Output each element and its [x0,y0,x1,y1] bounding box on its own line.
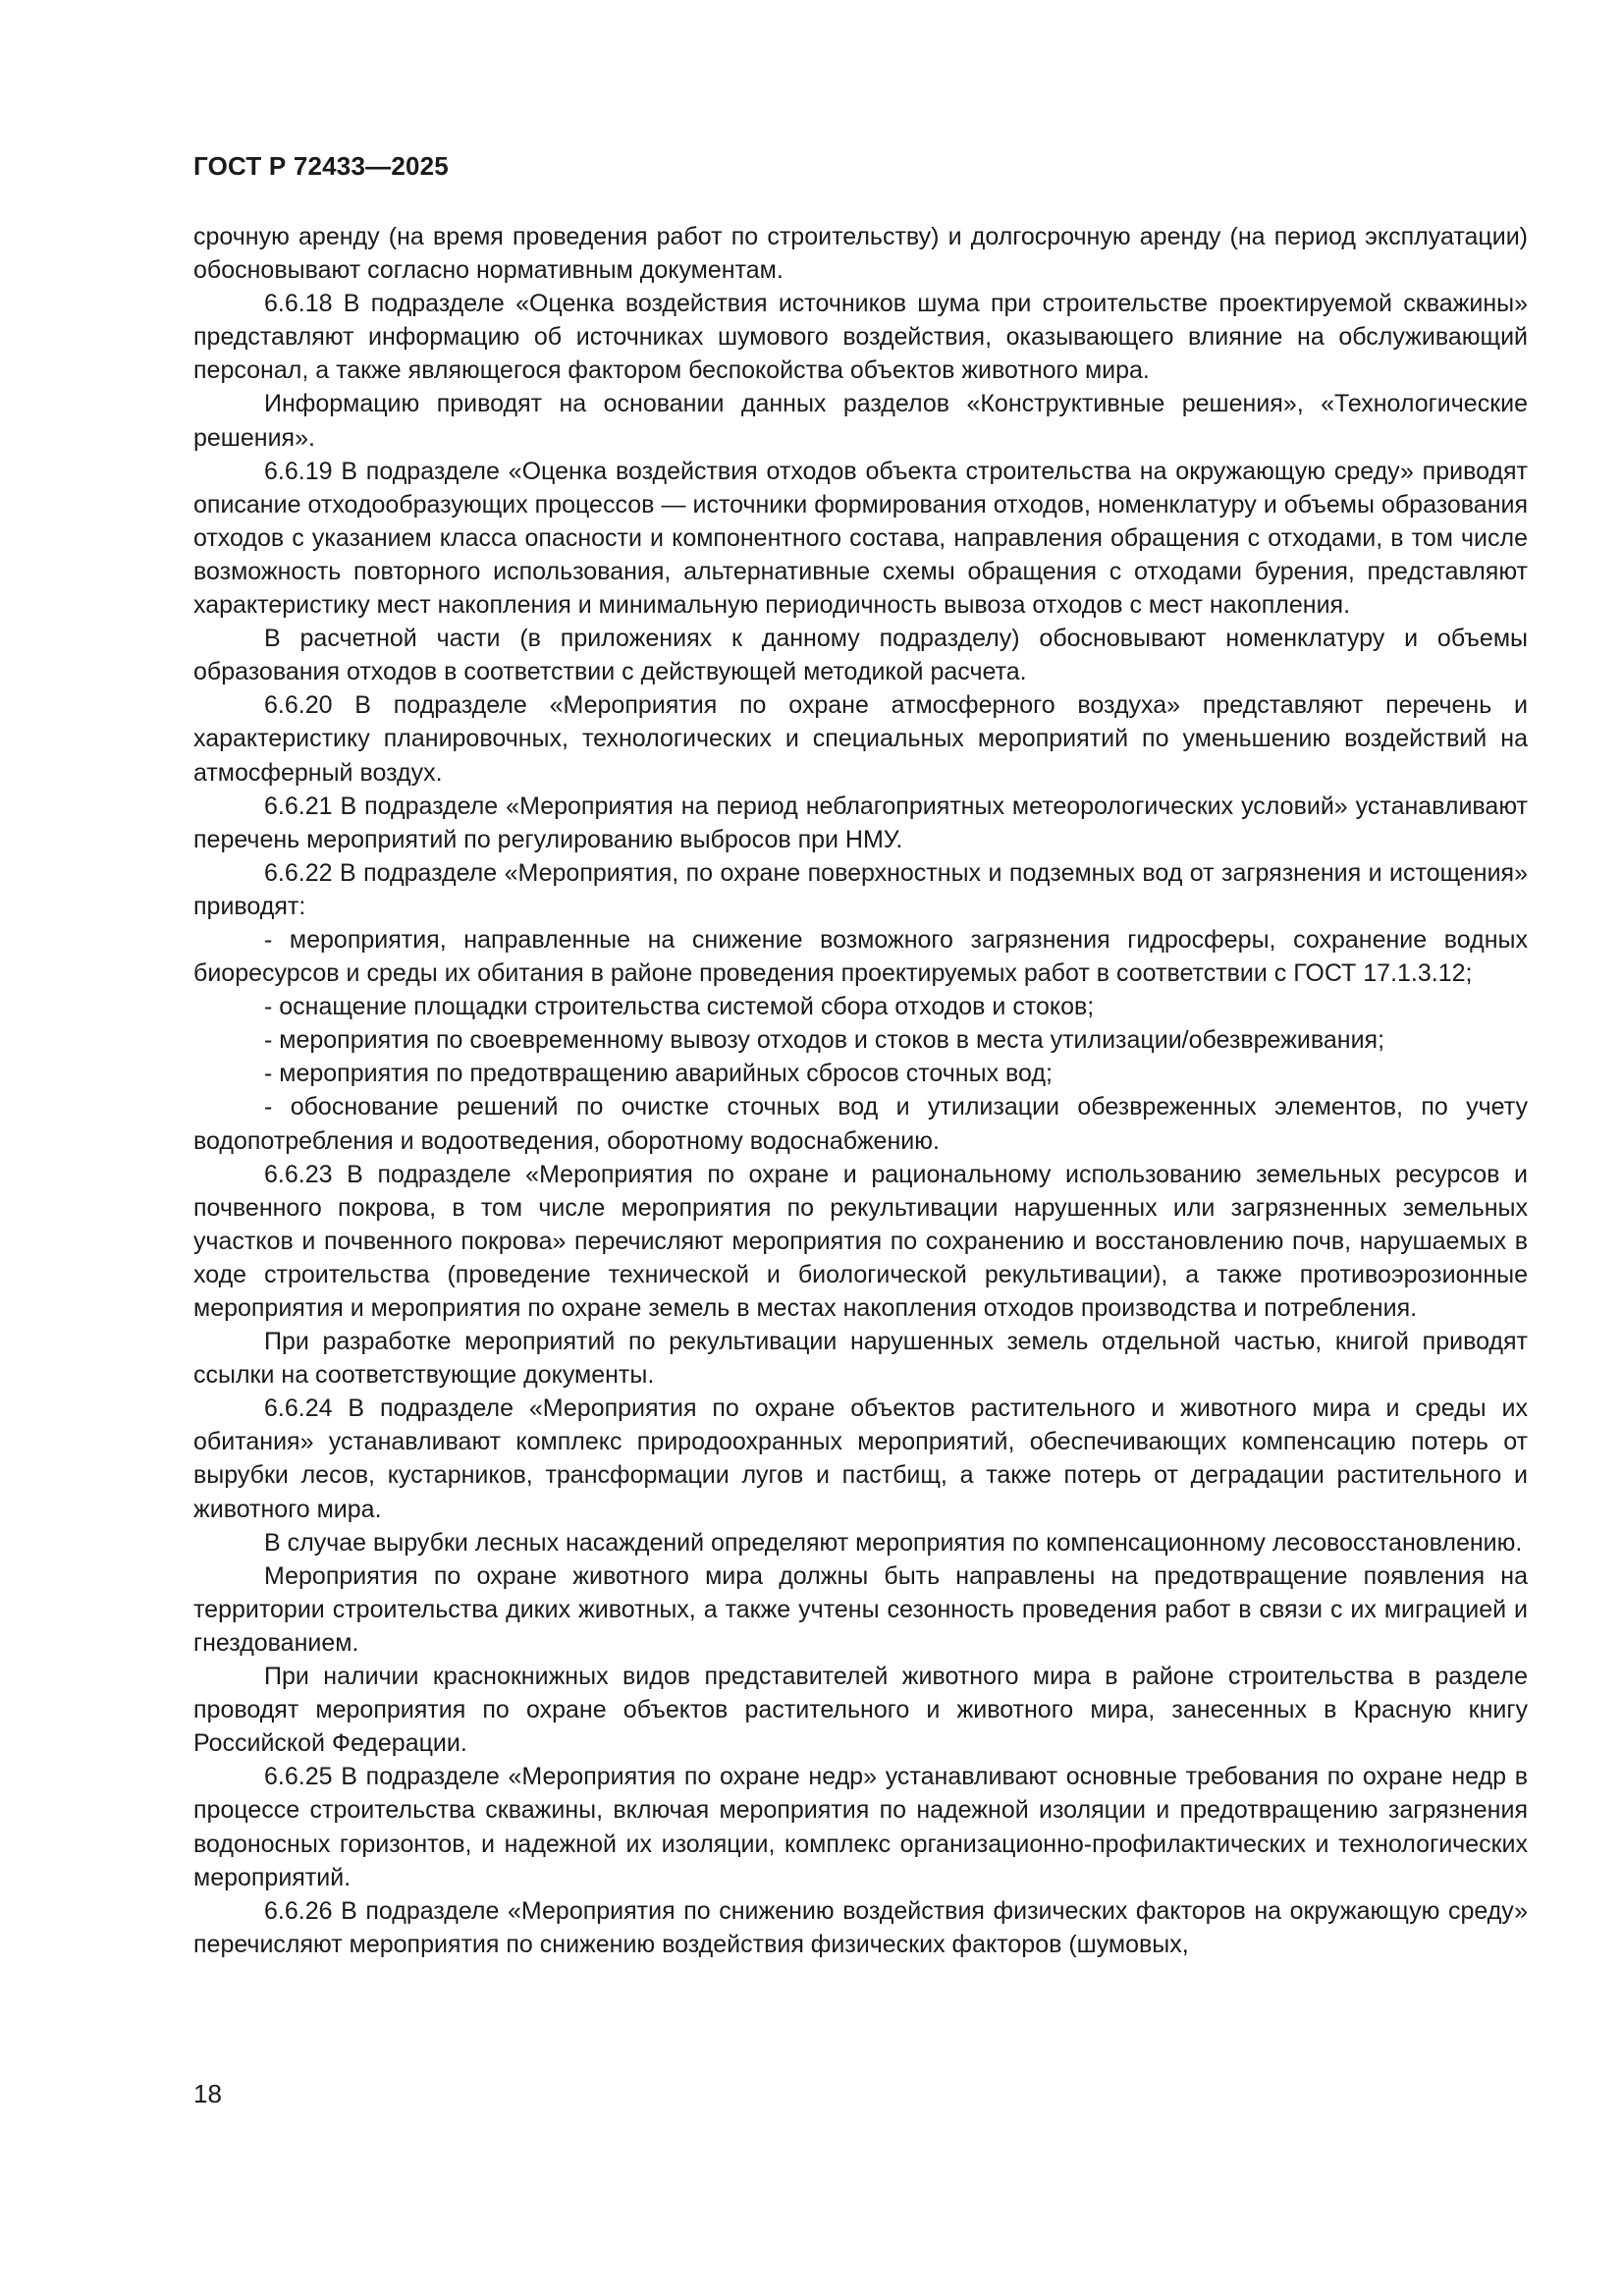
paragraph: Информацию приводят на основании данных разделов «Конструктивные решения», «Технологические решения». [193,390,1528,452]
list-item: - мероприятия по своевременному вывозу отходов и стоков в места утилизации/обезвреживания; [264,1026,1385,1055]
paragraph: В расчетной части (в приложениях к данному подразделу) обосновывают номенклатуру и объемы образования отходов в соответствии с действующей методикой расчета. [193,625,1528,686]
list-item: - оснащение площадки строительства системой сбора отходов и стоков; [264,993,1095,1021]
paragraph: При наличии краснокнижных видов представителей животного мира в районе строительства в разделе проводят мероприятия по охране объектов растительного и животного мира, занесенных в Красную книгу Российской Федерации. [193,1663,1528,1758]
paragraph: 6.6.23 В подразделе «Мероприятия по охране и рациональному использованию земельных ресурсов и почвенного покрова, в том числе мероприятия по рекультивации нарушенных или загрязненных земельных участков и почвенного покрова» перечисляют мероприятия по сохранению и восстановлению почв, нарушаемых в ходе строительства (проведение технической и биологической рекультивации), а также противоэрозионные мероприятия и мероприятия по охране земель в местах накопления отходов производства и потребления. [193,1160,1528,1322]
paragraph: Мероприятия по охране животного мира должны быть направлены на предотвращение появления на территории строительства диких животных, а также учтены сезонность проведения работ в связи с их миграцией и гнездованием. [193,1561,1528,1657]
paragraph: В случае вырубки лесных насаждений определяют мероприятия по компенсационному лесовосстановлению. [264,1528,1523,1557]
list-item: - мероприятия, направленные на снижение возможного загрязнения гидросферы, сохранение водных биоресурсов и среды их обитания в районе проведения проектируемых работ в соответствии с ГОСТ 17.1.3.12; [193,925,1528,988]
paragraph: 6.6.20 В подразделе «Мероприятия по охране атмосферного воздуха» представляют перечень и характеристику планировочных, технологических и специальных мероприятий по уменьшению воздействий на атмосферный воздух. [193,691,1528,787]
list-item: - обоснование решений по очистке сточных вод и утилизации обезвреженных элементов, по учету водопотребления и водоотведения, оборотному водоснабжению. [193,1093,1528,1155]
paragraph: 6.6.18 В подразделе «Оценка воздействия источников шума при строительстве проектируемой скважины» представляют информацию об источниках шумового воздействия, оказывающего влияние на обслуживающий персонал, а также являющегося фактором беспокойства объектов животного мира. [193,290,1528,385]
paragraph: 6.6.26 В подразделе «Мероприятия по снижению воздействия физических факторов на окружающую среду» перечисляют мероприятия по снижению воздействия физических факторов (шумовых, [193,1896,1528,1958]
paragraph: При разработке мероприятий по рекультивации нарушенных земель отдельной частью, книгой приводят ссылки на соответствующие документы. [193,1328,1528,1390]
document-body [193,220,1528,1961]
paragraph: 6.6.24 В подразделе «Мероприятия по охране объектов растительного и животного мира и среды их обитания» устанавливают комплекс природоохранных мероприятий, обеспечивающих компенсацию потерь от вырубки лесов, кустарников, трансформации лугов и пастбищ, а также потерь от деградации растительного и животного мира. [193,1394,1528,1523]
list-item: - мероприятия по предотвращению аварийных сбросов сточных вод; [264,1060,1053,1088]
page-number: 18 [193,2079,222,2108]
paragraph: 6.6.22 В подразделе «Мероприятия, по охране поверхностных и подземных вод от загрязнения и истощения» приводят: [193,858,1528,920]
paragraph: 6.6.19 В подразделе «Оценка воздействия отходов объекта строительства на окружающую среду» приводят описание отходообразующих процессов — источники формирования отходов, номенклатуру и объемы образования отходов с указанием класса опасности и компонентного состава, направления обращения с отходами, в том числе возможность повторного использования, альтернативные схемы обращения с отходами бурения, представляют характеристику мест накопления и минимальную периодичность вывоза отходов с мест накопления. [193,457,1528,620]
paragraph: срочную аренду (на время проведения работ по строительству) и долгосрочную аренду (на период эксплуатации) обосновывают согласно нормативным документам. [193,223,1528,285]
paragraph: 6.6.25 В подразделе «Мероприятия по охране недр» устанавливают основные требования по охране недр в процессе строительства скважины, включая мероприятия по надежной изоляции и предотвращению загрязнения водоносных горизонтов, и надежной их изоляции, комплекс организационно-профилактических и технологических мероприятий. [193,1763,1528,1891]
paragraph: 6.6.21 В подразделе «Мероприятия на период неблагоприятных метеорологических условий» устанавливают перечень мероприятий по регулированию выбросов при НМУ. [193,792,1528,853]
standard-code-header: ГОСТ Р 72433—2025 [193,151,449,181]
